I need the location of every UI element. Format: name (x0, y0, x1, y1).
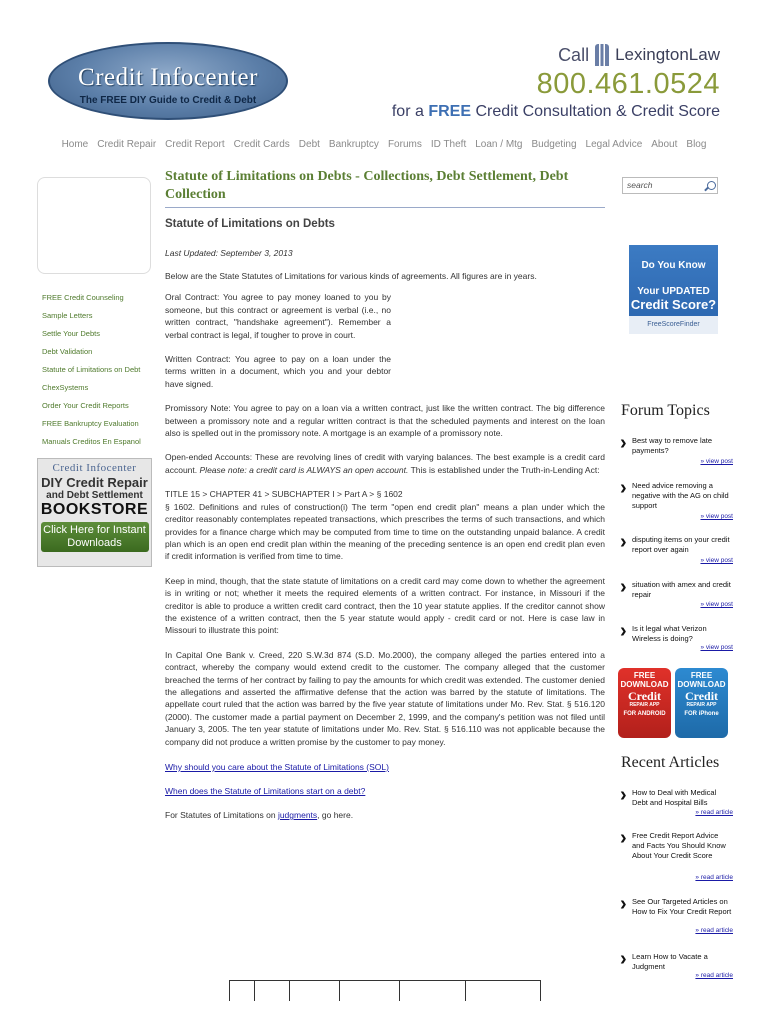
app-sub: REPAIR APP (629, 702, 660, 708)
title15-body: § 1602. Definitions and rules of construction(i) The term "open end credit plan" means a plan under which the creditor reasonably contemplates repeated transactions, which prescribes the terms of such transactions, and which provides for a finance charge which may be computed from time to time on the outstanding unpaid balance. A credit plan which is an open end credit plan within the meaning of the preceding sentence is an open end credit plan even if credit information is verified from time to time. (165, 501, 605, 562)
forum-topic-title[interactable]: Best way to remove late payments? (632, 436, 713, 455)
section-title: Statute of Limitations on Debts (165, 218, 335, 230)
nav-bankruptcy[interactable]: Bankruptcy (328, 139, 379, 150)
sidebar-link[interactable]: FREE Bankruptcy Evaluation (42, 419, 139, 428)
left-empty-box (37, 177, 151, 274)
chevron-right-icon: › (620, 477, 627, 499)
open-ended-accounts-paragraph (165, 451, 605, 476)
written-contract-paragraph: Written Contract: You agree to pay on a loan under the terms written in a document, which you and your debtor have signed. (165, 354, 391, 389)
search-input[interactable]: search (622, 177, 718, 194)
nav-blog[interactable]: Blog (686, 139, 707, 150)
forum-topic-title[interactable]: Is it legal what Verizon Wireless is doing? (632, 624, 707, 643)
view-post-link[interactable]: » view post (700, 557, 733, 564)
forum-topic-title[interactable]: disputing items on your credit report over again (632, 535, 730, 554)
score-ad-line1: Do You Know (641, 260, 706, 271)
sidebar-link[interactable]: Settle Your Debts (42, 329, 100, 338)
article-item[interactable] (620, 827, 735, 885)
read-article-link[interactable]: » read article (695, 874, 733, 881)
forum-topic[interactable] (620, 477, 735, 525)
bookstore-brand: Credit Infocenter (52, 462, 137, 474)
bookstore-line3: BOOKSTORE (40, 501, 149, 518)
nav-forums[interactable]: Forums (387, 139, 422, 150)
app-free-label: FREE (633, 671, 656, 680)
app-download-label: DOWNLOAD (620, 680, 669, 689)
main-nav (0, 139, 768, 150)
article-title[interactable]: Free Credit Report Advice and Facts You Should Know About Your Credit Score (632, 831, 726, 860)
promissory-note-paragraph: Promissory Note: You agree to pay on a loan via a written contract, just like the written contract. The big difference between a promissory note and a regular written contract is that the scheduled payments and interest on the loan also is spelled out in the promissory note. A mortgage is an example of a promissory note. (165, 403, 605, 439)
article-title[interactable]: See Our Targeted Articles on How to Fix Your Credit Report (632, 897, 732, 916)
table-top-edge (229, 980, 541, 1000)
instant-downloads-button[interactable]: Click Here for Instant Downloads (41, 522, 149, 552)
score-ad-line3: Credit Score? (630, 297, 717, 312)
app-brand: Credit (684, 689, 719, 703)
site-logo[interactable] (48, 42, 288, 120)
chevron-right-icon: › (620, 531, 627, 553)
open-accounts-text: Open-ended Accounts: These are revolving lines of credit with varying balances. The best example is a credit card account. (165, 452, 605, 475)
chevron-right-icon: › (620, 620, 627, 642)
sidebar-link[interactable]: Order Your Credit Reports (42, 401, 129, 410)
forum-topic[interactable] (620, 531, 735, 565)
score-ad-line2: Your UPDATED (637, 286, 710, 297)
forum-topic-title[interactable]: Need advice removing a negative with the AG on child support (632, 481, 729, 510)
read-article-link[interactable]: » read article (695, 927, 733, 934)
article-item[interactable] (620, 893, 735, 939)
why-care-sol-link[interactable]: Why should you care about the Statute of Limitations (SOL) (165, 762, 389, 772)
recent-articles-heading: Recent Articles (621, 754, 720, 771)
iphone-app-banner[interactable] (675, 668, 728, 738)
score-ad-brand: FreeScoreFinder (629, 316, 718, 334)
app-sub: REPAIR APP (686, 702, 717, 708)
nav-home[interactable]: Home (61, 139, 89, 150)
call-line (392, 44, 720, 66)
sidebar-link[interactable]: FREE Credit Counseling (42, 293, 124, 302)
title15-paragraph (165, 488, 605, 562)
android-app-banner[interactable] (618, 668, 671, 738)
sidebar-link[interactable]: Debt Validation (42, 347, 93, 356)
nav-credit-cards[interactable]: Credit Cards (233, 139, 290, 150)
nav-credit-report[interactable]: Credit Report (165, 139, 225, 150)
open-accounts-text-end: This is established under the Truth-in-Lending Act: (410, 464, 600, 475)
call-label: Call (558, 44, 590, 65)
judgments-link[interactable]: judgments (277, 810, 318, 820)
view-post-link[interactable]: » view post (700, 601, 733, 608)
nav-about[interactable]: About (651, 139, 678, 150)
lexington-law-ad[interactable] (392, 44, 720, 121)
app-platform: FOR ANDROID (623, 711, 666, 717)
lexington-logo-icon (595, 44, 609, 66)
view-post-link[interactable]: » view post (700, 644, 733, 651)
nav-credit-repair[interactable]: Credit Repair (97, 139, 157, 150)
intro-paragraph: Below are the State Statutes of Limitations for various kinds of agreements. All figures are in years. (165, 271, 537, 281)
chevron-right-icon: › (620, 827, 627, 849)
phone-number[interactable]: 800.461.0524 (536, 68, 720, 100)
judgments-line (165, 810, 605, 820)
consult-prefix: for a (391, 103, 424, 120)
chevron-right-icon: › (620, 576, 627, 598)
article-title[interactable]: Learn How to Vacate a Judgment (632, 952, 708, 971)
chevron-right-icon: › (620, 432, 627, 454)
view-post-link[interactable]: » view post (700, 458, 733, 465)
app-download-label: DOWNLOAD (677, 680, 726, 689)
read-article-link[interactable]: » read article (695, 809, 733, 816)
view-post-link[interactable]: » view post (700, 513, 733, 520)
nav-budgeting[interactable]: Budgeting (531, 139, 577, 150)
last-updated: Last Updated: September 3, 2013 (165, 248, 293, 258)
bookstore-line1: DIY Credit Repair (41, 475, 148, 490)
sol-start-link[interactable]: When does the Statute of Limitations start on a debt? (165, 786, 366, 796)
credit-score-ad[interactable] (629, 245, 718, 334)
bookstore-banner[interactable] (37, 458, 152, 567)
forum-topic-title[interactable]: situation with amex and credit repair (632, 580, 731, 599)
app-platform: FOR iPhone (684, 711, 719, 717)
forum-topic[interactable] (620, 620, 735, 654)
page-title: Statute of Limitations on Debts - Collections, Debt Settlement, Debt Collection (165, 168, 605, 208)
missouri-paragraph: Keep in mind, though, that the state statute of limitations on a credit card may come down to whether the agreement is in writing or not; whether it meets the required elements of a written contract. For instance, in Missouri if the creditor is able to produce a written credit card contract, then the 10 year statute applies. If the creditor cannot show the existence of a written contract, then the 5 year statute would apply - credit card or not. Here is case law in Missouri to illustrate this point: (165, 575, 605, 636)
article-item[interactable] (620, 948, 735, 982)
sidebar-link[interactable]: Manuals Creditos En Espanol (42, 437, 141, 446)
chevron-right-icon: › (620, 784, 627, 806)
app-brand: Credit (627, 689, 662, 703)
nav-id-theft[interactable]: ID Theft (430, 139, 467, 150)
title15-heading: TITLE 15 > CHAPTER 41 > SUBCHAPTER I > Part A > § 1602 (165, 489, 403, 500)
nav-debt[interactable]: Debt (298, 139, 320, 150)
forum-topic[interactable] (620, 576, 735, 610)
judgments-suffix: , go here. (317, 810, 354, 820)
law-firm-name: LexingtonLaw (615, 45, 720, 64)
article-item[interactable] (620, 784, 735, 820)
nav-loan-mtg[interactable]: Loan / Mtg (475, 139, 523, 150)
read-article-link[interactable]: » read article (695, 972, 733, 979)
app-download-banners (618, 668, 728, 738)
consultation-text (392, 103, 720, 121)
consult-free: FREE (428, 103, 471, 120)
sidebar-link[interactable]: ChexSystems (42, 383, 89, 392)
case-law-paragraph: In Capital One Bank v. Creed, 220 S.W.3d 874 (S.D. Mo.2000), the company alleged the parties entered into a contract, whereby the company would extend credit to the customer. The company alleged that the customer breached the terms of her contract by failing to pay the amounts for which credit was extended. The customer denied the allegations and asserted the affirmative defense that the action was barred by the statute of limitations. The appellate court ruled that the action was barred by the five year statute of limitations under Mo. Rev. Stat. § 516.120 (2000). The customer made a partial payment on December 2, 1999, and the company's petition was not filed until January 3, 2005. The ten year statute of limitations under Mo. Rev. Stat. § 516.110 was not applicable because the company did not produce a written promise by the customer to pay money. (165, 649, 605, 747)
consult-suffix: Credit Consultation & Credit Score (475, 103, 720, 120)
nav-legal-advice[interactable]: Legal Advice (585, 139, 643, 150)
app-free-label: FREE (690, 671, 713, 680)
forum-topic[interactable] (620, 432, 735, 476)
left-sidebar-links (42, 293, 160, 455)
chevron-right-icon: › (620, 893, 627, 915)
search-icon[interactable] (707, 181, 716, 190)
sidebar-link[interactable]: Sample Letters (42, 311, 93, 320)
logo-tagline: The FREE DIY Guide to Credit & Debt (79, 95, 257, 106)
article-title[interactable]: How to Deal with Medical Debt and Hospital Bills (632, 788, 717, 807)
judgments-prefix: For Statutes of Limitations on (165, 810, 276, 820)
open-accounts-note: Please note: a credit card is ALWAYS an open account. (199, 464, 409, 475)
logo-title: Credit Infocenter (78, 64, 258, 91)
chevron-right-icon: › (620, 948, 627, 970)
forum-topics-heading: Forum Topics (621, 402, 710, 419)
bookstore-line2: and Debt Settlement (46, 490, 143, 501)
sidebar-link[interactable]: Statute of Limitations on Debt (42, 365, 141, 374)
oral-contract-paragraph: Oral Contract: You agree to pay money loaned to you by someone, but this contract or agreement is verbal (i.e., no written contract, "handshake agreement"). Remember a verbal contract is legal, if tougher to prove in court. (165, 292, 391, 340)
main-content (165, 168, 605, 820)
